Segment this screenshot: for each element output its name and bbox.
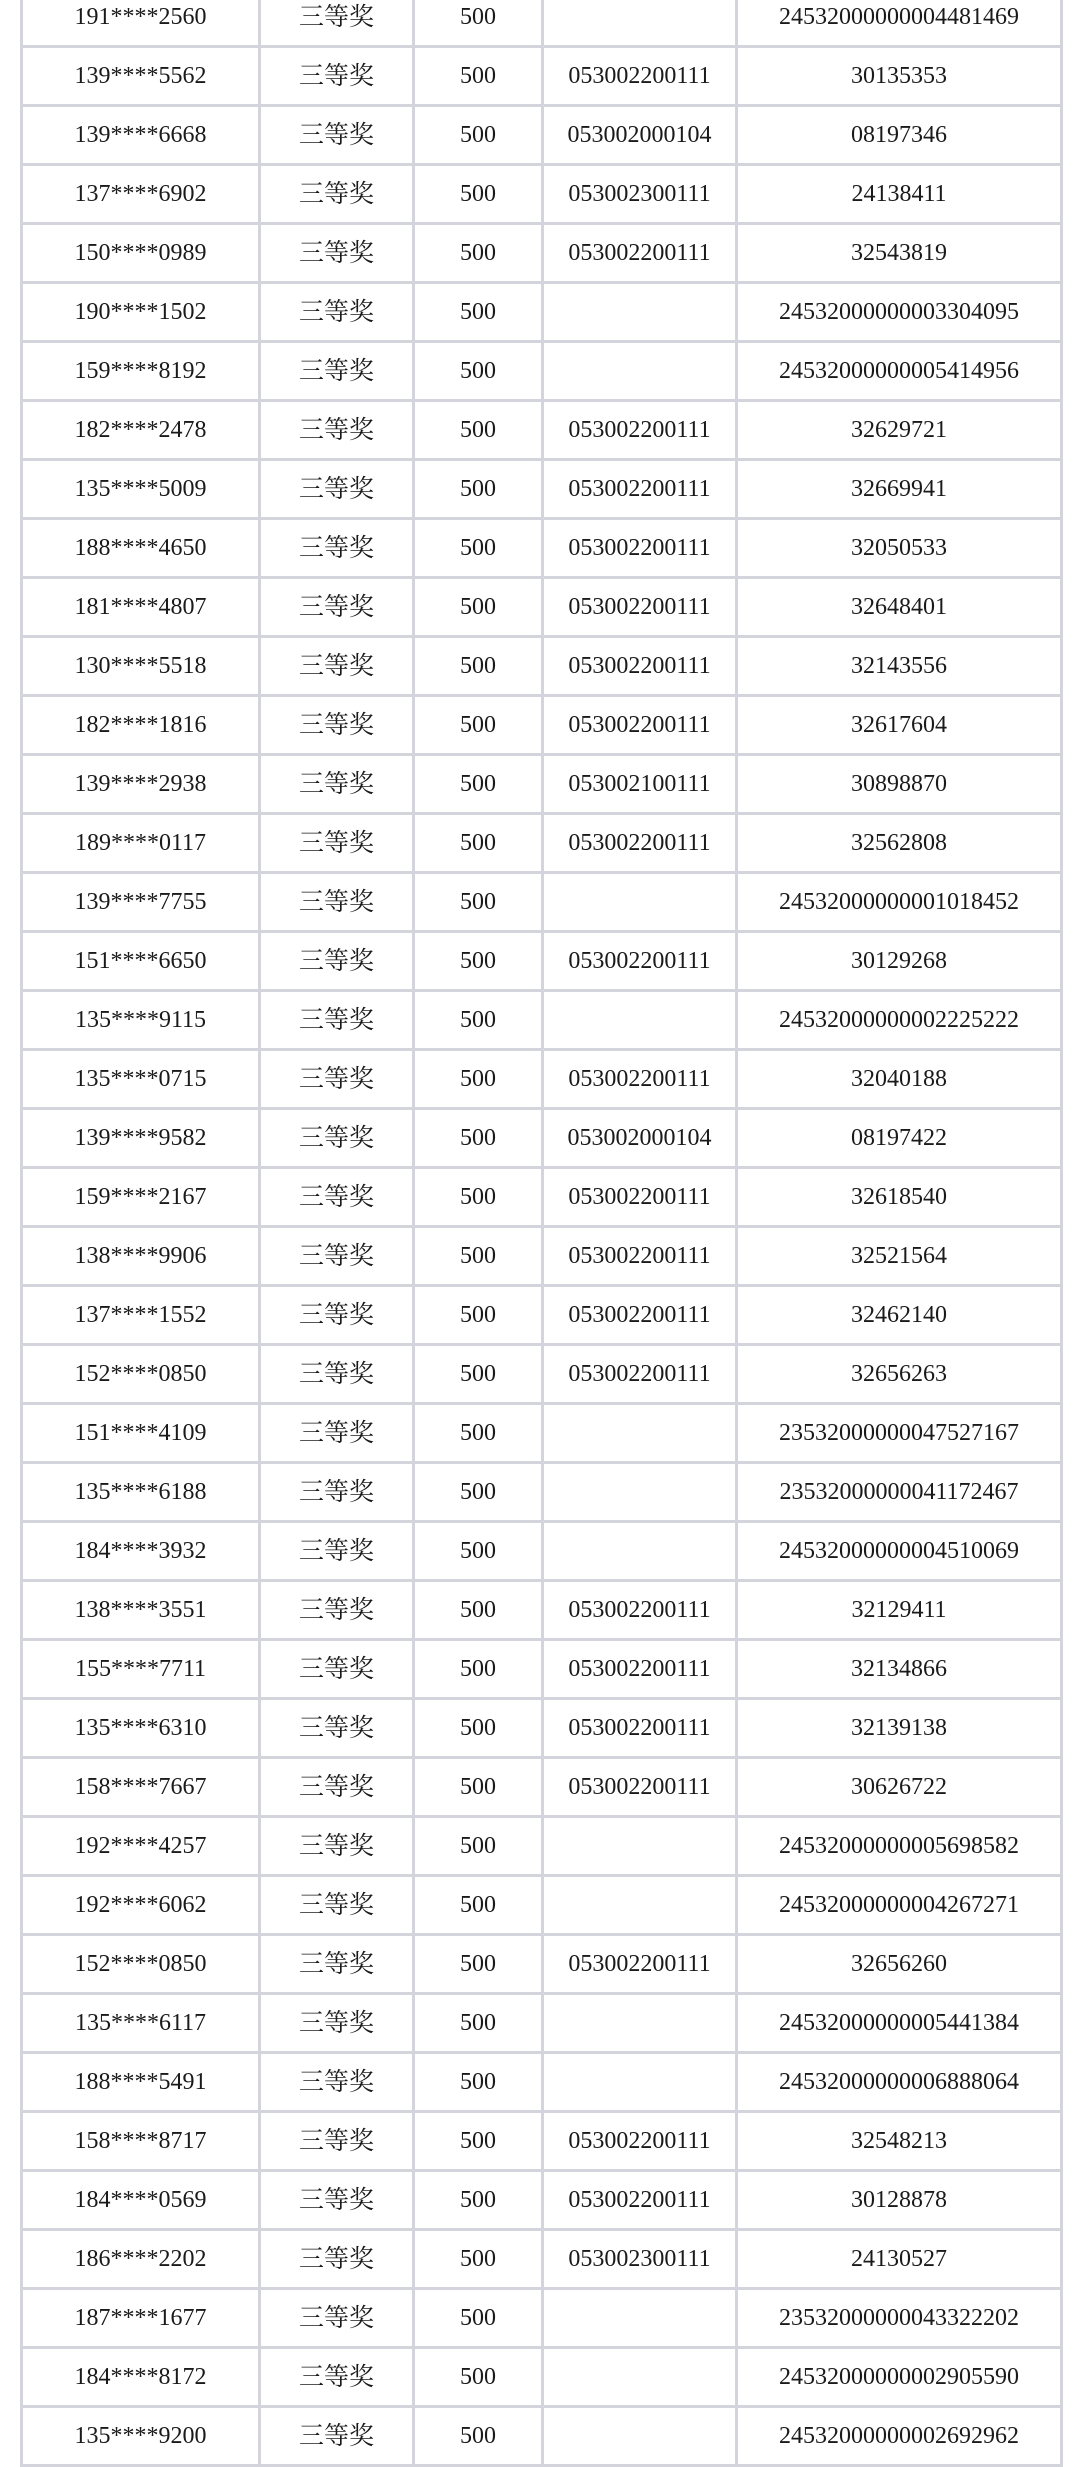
phone-cell: 158****8717 — [22, 2112, 260, 2171]
phone-cell: 135****9200 — [22, 2407, 260, 2466]
org-code-cell: 053002300111 — [543, 165, 737, 224]
account-number-cell: 24532000000002905590 — [737, 2348, 1062, 2407]
table-row — [22, 1404, 1062, 1463]
prize-level-cell: 三等奖 — [260, 1050, 414, 1109]
prize-level-cell: 三等奖 — [260, 1168, 414, 1227]
prize-level-cell: 三等奖 — [260, 165, 414, 224]
amount-cell: 500 — [414, 1581, 543, 1640]
table-row — [22, 814, 1062, 873]
org-code-cell: 053002000104 — [543, 106, 737, 165]
table-row — [22, 106, 1062, 165]
amount-cell: 500 — [414, 1168, 543, 1227]
table-row — [22, 1109, 1062, 1168]
table-row — [22, 47, 1062, 106]
account-number-cell: 24532000000002225222 — [737, 991, 1062, 1050]
account-number-cell: 32129411 — [737, 1581, 1062, 1640]
account-number-cell: 24532000000004510069 — [737, 1522, 1062, 1581]
prize-level-cell: 三等奖 — [260, 342, 414, 401]
org-code-cell: 053002200111 — [543, 47, 737, 106]
prize-level-cell: 三等奖 — [260, 932, 414, 991]
org-code-cell: 053002200111 — [543, 1168, 737, 1227]
phone-cell: 137****6902 — [22, 165, 260, 224]
phone-cell: 159****2167 — [22, 1168, 260, 1227]
amount-cell: 500 — [414, 519, 543, 578]
phone-cell: 135****6310 — [22, 1699, 260, 1758]
account-number-cell: 32134866 — [737, 1640, 1062, 1699]
amount-cell: 500 — [414, 1758, 543, 1817]
org-code-cell: 053002200111 — [543, 1286, 737, 1345]
prize-level-cell: 三等奖 — [260, 1463, 414, 1522]
amount-cell: 500 — [414, 2407, 543, 2466]
prize-level-cell: 三等奖 — [260, 47, 414, 106]
account-number-cell: 08197346 — [737, 106, 1062, 165]
amount-cell: 500 — [414, 637, 543, 696]
prize-level-cell: 三等奖 — [260, 991, 414, 1050]
amount-cell: 500 — [414, 2053, 543, 2112]
account-number-cell: 32040188 — [737, 1050, 1062, 1109]
phone-cell: 135****9115 — [22, 991, 260, 1050]
phone-cell: 184****3932 — [22, 1522, 260, 1581]
amount-cell: 500 — [414, 578, 543, 637]
amount-cell: 500 — [414, 1640, 543, 1699]
amount-cell: 500 — [414, 2348, 543, 2407]
account-number-cell: 24532000000004267271 — [737, 1876, 1062, 1935]
account-number-cell: 30135353 — [737, 47, 1062, 106]
org-code-cell: 053002200111 — [543, 401, 737, 460]
prize-level-cell: 三等奖 — [260, 2230, 414, 2289]
prize-level-cell: 三等奖 — [260, 2348, 414, 2407]
amount-cell: 500 — [414, 0, 543, 47]
amount-cell: 500 — [414, 401, 543, 460]
phone-cell: 188****4650 — [22, 519, 260, 578]
phone-cell: 130****5518 — [22, 637, 260, 696]
org-code-cell — [543, 1994, 737, 2053]
table-row — [22, 1050, 1062, 1109]
table-row — [22, 2171, 1062, 2230]
org-code-cell: 053002100111 — [543, 755, 737, 814]
prize-level-cell: 三等奖 — [260, 1876, 414, 1935]
account-number-cell: 24532000000005414956 — [737, 342, 1062, 401]
account-number-cell: 23532000000047527167 — [737, 1404, 1062, 1463]
table-row — [22, 460, 1062, 519]
table-row — [22, 2289, 1062, 2348]
table-row — [22, 932, 1062, 991]
prize-level-cell: 三等奖 — [260, 1935, 414, 1994]
account-number-cell: 32139138 — [737, 1699, 1062, 1758]
org-code-cell — [543, 873, 737, 932]
prize-level-cell: 三等奖 — [260, 1345, 414, 1404]
prize-level-cell: 三等奖 — [260, 460, 414, 519]
org-code-cell: 053002200111 — [543, 1581, 737, 1640]
org-code-cell: 053002200111 — [543, 2112, 737, 2171]
table-row — [22, 1345, 1062, 1404]
prize-level-cell: 三等奖 — [260, 637, 414, 696]
org-code-cell: 053002200111 — [543, 932, 737, 991]
prize-level-cell: 三等奖 — [260, 1994, 414, 2053]
phone-cell: 192****4257 — [22, 1817, 260, 1876]
phone-cell: 139****6668 — [22, 106, 260, 165]
table-row — [22, 283, 1062, 342]
prize-level-cell: 三等奖 — [260, 1286, 414, 1345]
prize-level-cell: 三等奖 — [260, 1522, 414, 1581]
table-row — [22, 165, 1062, 224]
org-code-cell — [543, 342, 737, 401]
table-row — [22, 696, 1062, 755]
phone-cell: 151****6650 — [22, 932, 260, 991]
phone-cell: 152****0850 — [22, 1345, 260, 1404]
table-row — [22, 1286, 1062, 1345]
amount-cell: 500 — [414, 2230, 543, 2289]
org-code-cell: 053002200111 — [543, 578, 737, 637]
prize-level-cell: 三等奖 — [260, 814, 414, 873]
prize-level-cell: 三等奖 — [260, 755, 414, 814]
table-row — [22, 1876, 1062, 1935]
org-code-cell: 053002200111 — [543, 1699, 737, 1758]
amount-cell: 500 — [414, 1050, 543, 1109]
account-number-cell: 24532000000003304095 — [737, 283, 1062, 342]
amount-cell: 500 — [414, 283, 543, 342]
amount-cell: 500 — [414, 696, 543, 755]
phone-cell: 151****4109 — [22, 1404, 260, 1463]
phone-cell: 150****0989 — [22, 224, 260, 283]
amount-cell: 500 — [414, 47, 543, 106]
org-code-cell: 053002200111 — [543, 637, 737, 696]
table-row — [22, 2112, 1062, 2171]
table-row — [22, 1640, 1062, 1699]
org-code-cell: 053002200111 — [543, 696, 737, 755]
account-number-cell: 24532000000004481469 — [737, 0, 1062, 47]
prize-level-cell: 三等奖 — [260, 2053, 414, 2112]
phone-cell: 159****8192 — [22, 342, 260, 401]
table-row — [22, 224, 1062, 283]
table-row — [22, 1994, 1062, 2053]
phone-cell: 137****1552 — [22, 1286, 260, 1345]
org-code-cell: 053002200111 — [543, 519, 737, 578]
prize-level-cell: 三等奖 — [260, 578, 414, 637]
account-number-cell: 32656263 — [737, 1345, 1062, 1404]
account-number-cell: 32462140 — [737, 1286, 1062, 1345]
table-row — [22, 1581, 1062, 1640]
table-row — [22, 0, 1062, 47]
org-code-cell: 053002200111 — [543, 1345, 737, 1404]
org-code-cell — [543, 0, 737, 47]
phone-cell: 188****5491 — [22, 2053, 260, 2112]
org-code-cell: 053002200111 — [543, 814, 737, 873]
org-code-cell: 053002200111 — [543, 2171, 737, 2230]
org-code-cell: 053002200111 — [543, 1758, 737, 1817]
table-row — [22, 519, 1062, 578]
prize-level-cell: 三等奖 — [260, 2112, 414, 2171]
amount-cell: 500 — [414, 342, 543, 401]
prize-level-cell: 三等奖 — [260, 1109, 414, 1168]
account-number-cell: 32548213 — [737, 2112, 1062, 2171]
table-row — [22, 1935, 1062, 1994]
prize-level-cell: 三等奖 — [260, 1640, 414, 1699]
account-number-cell: 30129268 — [737, 932, 1062, 991]
org-code-cell — [543, 2407, 737, 2466]
phone-cell: 190****1502 — [22, 283, 260, 342]
account-number-cell: 32521564 — [737, 1227, 1062, 1286]
table-row — [22, 342, 1062, 401]
account-number-cell: 24532000000005698582 — [737, 1817, 1062, 1876]
table-row — [22, 2348, 1062, 2407]
phone-cell: 187****1677 — [22, 2289, 260, 2348]
prize-level-cell: 三等奖 — [260, 106, 414, 165]
amount-cell: 500 — [414, 2112, 543, 2171]
amount-cell: 500 — [414, 1463, 543, 1522]
phone-cell: 139****9582 — [22, 1109, 260, 1168]
phone-cell: 158****7667 — [22, 1758, 260, 1817]
prize-level-cell: 三等奖 — [260, 1404, 414, 1463]
org-code-cell: 053002200111 — [543, 224, 737, 283]
amount-cell: 500 — [414, 1522, 543, 1581]
account-number-cell: 24138411 — [737, 165, 1062, 224]
phone-cell: 135****6117 — [22, 1994, 260, 2053]
prize-level-cell: 三等奖 — [260, 2289, 414, 2348]
amount-cell: 500 — [414, 873, 543, 932]
account-number-cell: 32543819 — [737, 224, 1062, 283]
amount-cell: 500 — [414, 932, 543, 991]
account-number-cell: 32656260 — [737, 1935, 1062, 1994]
prize-level-cell: 三等奖 — [260, 873, 414, 932]
prize-level-cell: 三等奖 — [260, 1227, 414, 1286]
table-row — [22, 1758, 1062, 1817]
prize-level-cell: 三等奖 — [260, 696, 414, 755]
amount-cell: 500 — [414, 1227, 543, 1286]
org-code-cell — [543, 1522, 737, 1581]
phone-cell: 192****6062 — [22, 1876, 260, 1935]
prize-level-cell: 三等奖 — [260, 224, 414, 283]
account-number-cell: 32143556 — [737, 637, 1062, 696]
org-code-cell: 053002200111 — [543, 1227, 737, 1286]
org-code-cell — [543, 2289, 737, 2348]
org-code-cell — [543, 2053, 737, 2112]
prize-level-cell: 三等奖 — [260, 2407, 414, 2466]
account-number-cell: 24532000000001018452 — [737, 873, 1062, 932]
table-row — [22, 1168, 1062, 1227]
org-code-cell: 053002000104 — [543, 1109, 737, 1168]
table-row — [22, 401, 1062, 460]
account-number-cell: 23532000000043322202 — [737, 2289, 1062, 2348]
phone-cell: 139****2938 — [22, 755, 260, 814]
org-code-cell: 053002300111 — [543, 2230, 737, 2289]
table-row — [22, 2407, 1062, 2466]
phone-cell: 182****2478 — [22, 401, 260, 460]
phone-cell: 138****9906 — [22, 1227, 260, 1286]
account-number-cell: 32617604 — [737, 696, 1062, 755]
prize-level-cell: 三等奖 — [260, 0, 414, 47]
org-code-cell — [543, 1876, 737, 1935]
amount-cell: 500 — [414, 2289, 543, 2348]
phone-cell: 139****7755 — [22, 873, 260, 932]
account-number-cell: 32618540 — [737, 1168, 1062, 1227]
org-code-cell — [543, 1463, 737, 1522]
org-code-cell — [543, 1817, 737, 1876]
amount-cell: 500 — [414, 991, 543, 1050]
account-number-cell: 30128878 — [737, 2171, 1062, 2230]
table-row — [22, 1699, 1062, 1758]
phone-cell: 184****8172 — [22, 2348, 260, 2407]
account-number-cell: 32562808 — [737, 814, 1062, 873]
amount-cell: 500 — [414, 1699, 543, 1758]
amount-cell: 500 — [414, 755, 543, 814]
phone-cell: 135****0715 — [22, 1050, 260, 1109]
prize-level-cell: 三等奖 — [260, 519, 414, 578]
phone-cell: 189****0117 — [22, 814, 260, 873]
org-code-cell — [543, 991, 737, 1050]
account-number-cell: 32050533 — [737, 519, 1062, 578]
account-number-cell: 32648401 — [737, 578, 1062, 637]
prize-level-cell: 三等奖 — [260, 1817, 414, 1876]
account-number-cell: 23532000000041172467 — [737, 1463, 1062, 1522]
amount-cell: 500 — [414, 1817, 543, 1876]
account-number-cell: 24532000000005441384 — [737, 1994, 1062, 2053]
amount-cell: 500 — [414, 1935, 543, 1994]
account-number-cell: 32629721 — [737, 401, 1062, 460]
amount-cell: 500 — [414, 460, 543, 519]
table-row — [22, 1227, 1062, 1286]
amount-cell: 500 — [414, 1345, 543, 1404]
account-number-cell: 30898870 — [737, 755, 1062, 814]
table-row — [22, 991, 1062, 1050]
account-number-cell: 08197422 — [737, 1109, 1062, 1168]
prize-level-cell: 三等奖 — [260, 1758, 414, 1817]
amount-cell: 500 — [414, 1876, 543, 1935]
amount-cell: 500 — [414, 224, 543, 283]
phone-cell: 152****0850 — [22, 1935, 260, 1994]
winners-table-container — [20, 0, 1060, 2467]
prize-level-cell: 三等奖 — [260, 1699, 414, 1758]
phone-cell: 186****2202 — [22, 2230, 260, 2289]
phone-cell: 181****4807 — [22, 578, 260, 637]
org-code-cell: 053002200111 — [543, 1640, 737, 1699]
amount-cell: 500 — [414, 2171, 543, 2230]
amount-cell: 500 — [414, 814, 543, 873]
account-number-cell: 32669941 — [737, 460, 1062, 519]
table-row — [22, 2230, 1062, 2289]
org-code-cell — [543, 2348, 737, 2407]
org-code-cell: 053002200111 — [543, 1050, 737, 1109]
amount-cell: 500 — [414, 165, 543, 224]
amount-cell: 500 — [414, 1109, 543, 1168]
phone-cell: 155****7711 — [22, 1640, 260, 1699]
org-code-cell — [543, 283, 737, 342]
account-number-cell: 30626722 — [737, 1758, 1062, 1817]
table-row — [22, 1463, 1062, 1522]
winners-table-body — [22, 0, 1062, 2466]
org-code-cell — [543, 1404, 737, 1463]
table-row — [22, 873, 1062, 932]
table-row — [22, 637, 1062, 696]
table-row — [22, 1522, 1062, 1581]
phone-cell: 191****2560 — [22, 0, 260, 47]
amount-cell: 500 — [414, 1286, 543, 1345]
account-number-cell: 24532000000006888064 — [737, 2053, 1062, 2112]
phone-cell: 139****5562 — [22, 47, 260, 106]
amount-cell: 500 — [414, 1994, 543, 2053]
org-code-cell: 053002200111 — [543, 460, 737, 519]
amount-cell: 500 — [414, 1404, 543, 1463]
amount-cell: 500 — [414, 106, 543, 165]
table-row — [22, 1817, 1062, 1876]
org-code-cell: 053002200111 — [543, 1935, 737, 1994]
phone-cell: 135****5009 — [22, 460, 260, 519]
phone-cell: 135****6188 — [22, 1463, 260, 1522]
table-row — [22, 578, 1062, 637]
account-number-cell: 24532000000002692962 — [737, 2407, 1062, 2466]
prize-level-cell: 三等奖 — [260, 2171, 414, 2230]
phone-cell: 138****3551 — [22, 1581, 260, 1640]
account-number-cell: 24130527 — [737, 2230, 1062, 2289]
prize-level-cell: 三等奖 — [260, 1581, 414, 1640]
prize-level-cell: 三等奖 — [260, 401, 414, 460]
table-row — [22, 755, 1062, 814]
prize-level-cell: 三等奖 — [260, 283, 414, 342]
table-row — [22, 2053, 1062, 2112]
phone-cell: 184****0569 — [22, 2171, 260, 2230]
winners-table — [20, 0, 1063, 2467]
phone-cell: 182****1816 — [22, 696, 260, 755]
